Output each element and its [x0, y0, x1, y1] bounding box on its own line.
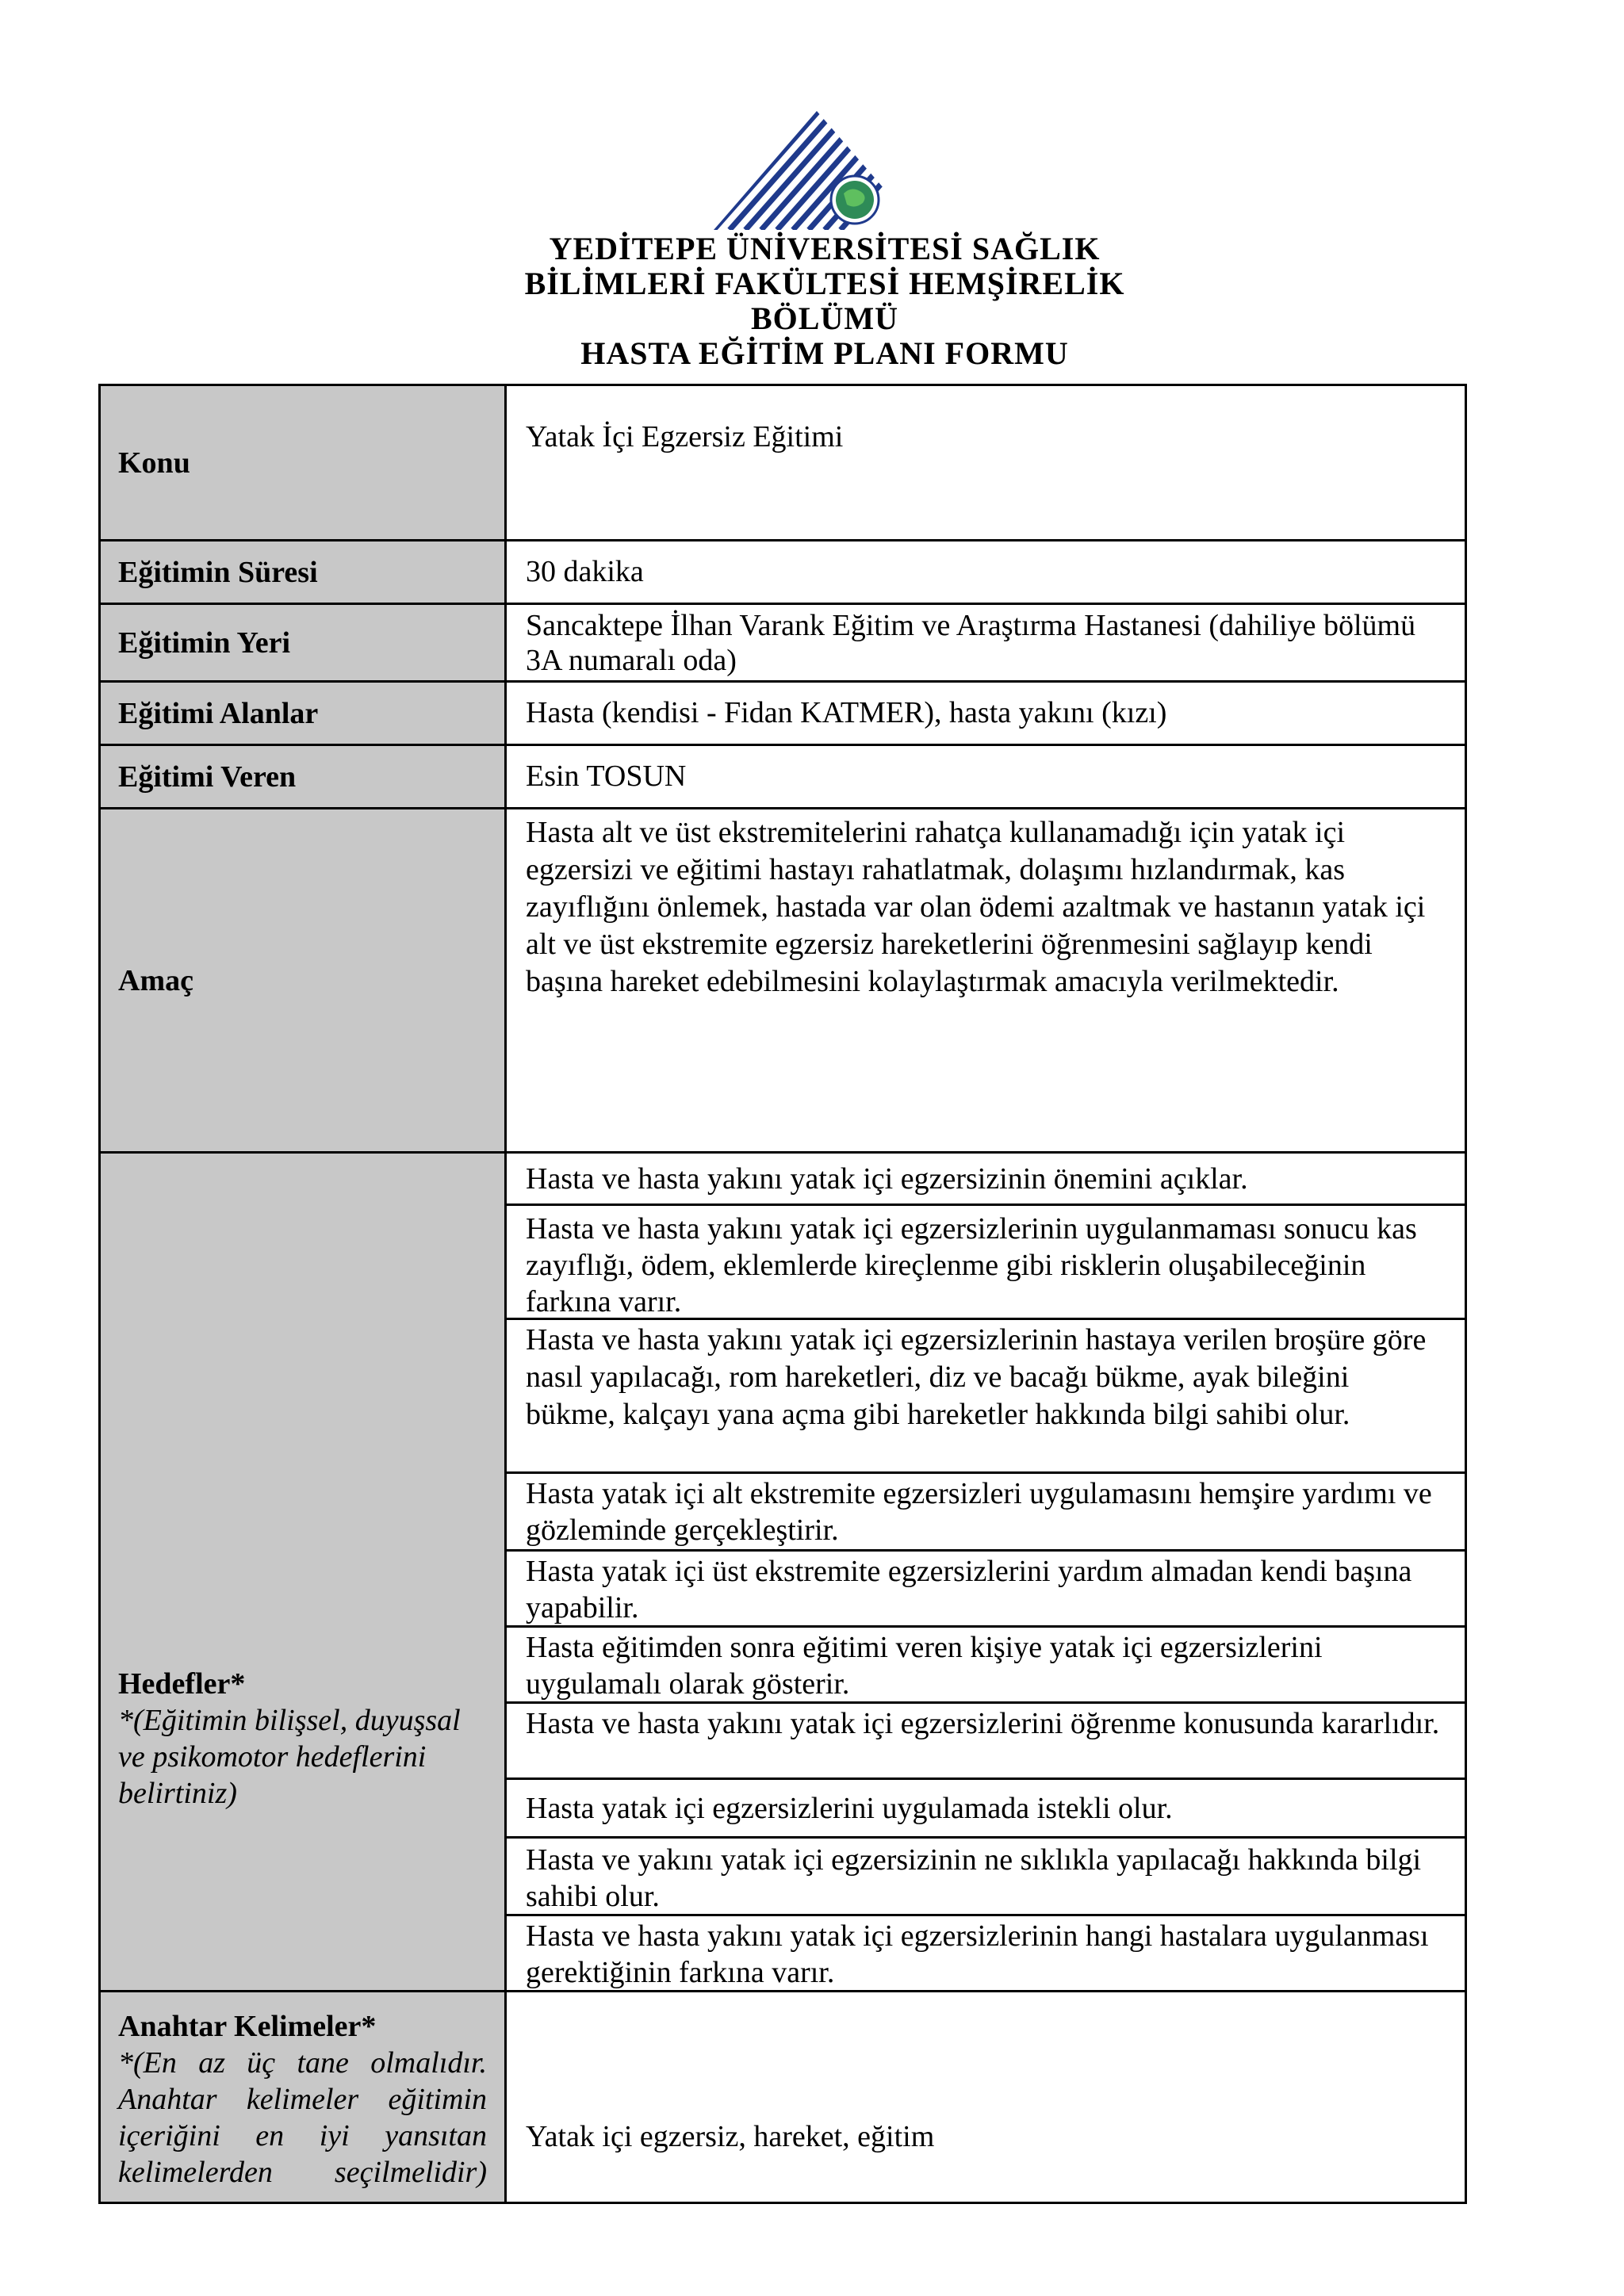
title-line-3: BÖLÜMÜ — [751, 300, 898, 336]
row-label-veren — [101, 746, 504, 809]
label-anahtar: Anahtar Kelimeler* — [118, 2010, 377, 2043]
label-sure: Eğitimin Süresi — [118, 555, 318, 589]
value-veren: Esin TOSUN — [507, 746, 1465, 809]
university-logo — [714, 111, 920, 238]
goal-item-8: Hasta yatak içi egzersizlerini uygulamada istekli olur. — [507, 1780, 1465, 1839]
label-hedefler: Hedefler* — [118, 1667, 246, 1701]
value-alanlar: Hasta (kendisi - Fidan KATMER), hasta yakını (kızı) — [507, 683, 1465, 746]
goal-item-1: Hasta ve hasta yakını yatak içi egzersizinin önemini açıklar. — [507, 1154, 1465, 1206]
goal-item-5: Hasta yatak içi üst ekstremite egzersizlerini yardım almadan kendi başına yapabilir. — [507, 1552, 1465, 1628]
label-anahtar-note: *(En az üç tane olmalıdır. Anahtar kelimeler eğitimin içeriğini en iyi yansıtan kelimelerden seçilmelidir) — [118, 2046, 487, 2189]
title-line-2: BİLİMLERİ FAKÜLTESİ HEMŞİRELİK — [524, 266, 1125, 301]
goal-item-9: Hasta ve yakını yatak içi egzersizinin ne sıklıkla yapılacağı hakkında bilgi sahibi olur. — [507, 1839, 1465, 1916]
title-line-4: HASTA EĞİTİM PLANI FORMU — [580, 335, 1069, 371]
label-amac: Amaç — [118, 963, 193, 997]
form-title — [396, 232, 1253, 371]
row-label-anahtar — [101, 1992, 504, 2206]
value-amac: Hasta alt ve üst ekstremitelerini rahatça kullanamadığı için yatak içi egzersizi ve eğitimi hastayı rahatlatmak, dolaşımı hızlandırmak, kas zayıflığını önlemek, hastada var olan ödemi azaltmak ve hastanın yatak içi alt ve üst ekstremite egzersiz hareketlerini öğrenmesini sağlayıp kendi başına hareket edebilmesini kolaylaştırmak amacıyla verilmektedir. — [507, 809, 1465, 1154]
row-label-sure — [101, 541, 504, 605]
value-anahtar: Yatak içi egzersiz, hareket, eğitim — [526, 2120, 935, 2153]
row-label-konu — [101, 386, 504, 541]
goal-item-2: Hasta ve hasta yakını yatak içi egzersizlerinin uygulanmaması sonucu kas zayıflığı, ödem, eklemlerde kireçlenme gibi risklerin oluşabileceğinin farkına varır. — [507, 1206, 1465, 1320]
value-column — [507, 386, 1465, 2202]
label-veren: Eğitimi Veren — [118, 760, 297, 794]
row-label-yer — [101, 605, 504, 683]
value-konu: Yatak İçi Egzersiz Eğitimi — [507, 386, 1465, 541]
row-label-hedefler — [101, 1154, 504, 1992]
goal-item-7: Hasta ve hasta yakını yatak içi egzersizlerini öğrenme konusunda kararlıdır. — [507, 1704, 1465, 1780]
label-column — [101, 386, 507, 2202]
goal-item-10: Hasta ve hasta yakını yatak içi egzersizlerinin hangi hastalara uygulanması gerektiğinin farkına varır. — [507, 1916, 1465, 1992]
education-plan-form — [98, 384, 1467, 2204]
title-line-1: YEDİTEPE ÜNİVERSİTESİ SAĞLIK — [549, 231, 1101, 266]
label-alanlar: Eğitimi Alanlar — [118, 696, 319, 730]
value-sure: 30 dakika — [507, 541, 1465, 605]
goal-item-4: Hasta yatak içi alt ekstremite egzersizleri uygulamasını hemşire yardımı ve gözleminde gerçekleştirir. — [507, 1474, 1465, 1552]
row-label-amac — [101, 809, 504, 1154]
label-hedefler-note: *(Eğitimin bilişsel, duyuşsal ve psikomotor hedeflerini belirtiniz) — [118, 1703, 461, 1810]
goal-item-6: Hasta eğitimden sonra eğitimi veren kişiye yatak içi egzersizlerini uygulamalı olarak gösterir. — [507, 1628, 1465, 1704]
value-yer: Sancaktepe İlhan Varank Eğitim ve Araştırma Hastanesi (dahiliye bölümü 3A numaralı oda) — [507, 605, 1465, 683]
row-label-alanlar — [101, 683, 504, 746]
label-yer: Eğitimin Yeri — [118, 626, 291, 660]
label-konu: Konu — [118, 446, 190, 480]
goal-item-3: Hasta ve hasta yakını yatak içi egzersizlerinin hastaya verilen broşüre göre nasıl yapılacağı, rom hareketleri, diz ve bacağı bükme, ayak bileğini bükme, kalçayı yana açma gibi hareketler hakkında bilgi sahibi olur. — [507, 1320, 1465, 1474]
